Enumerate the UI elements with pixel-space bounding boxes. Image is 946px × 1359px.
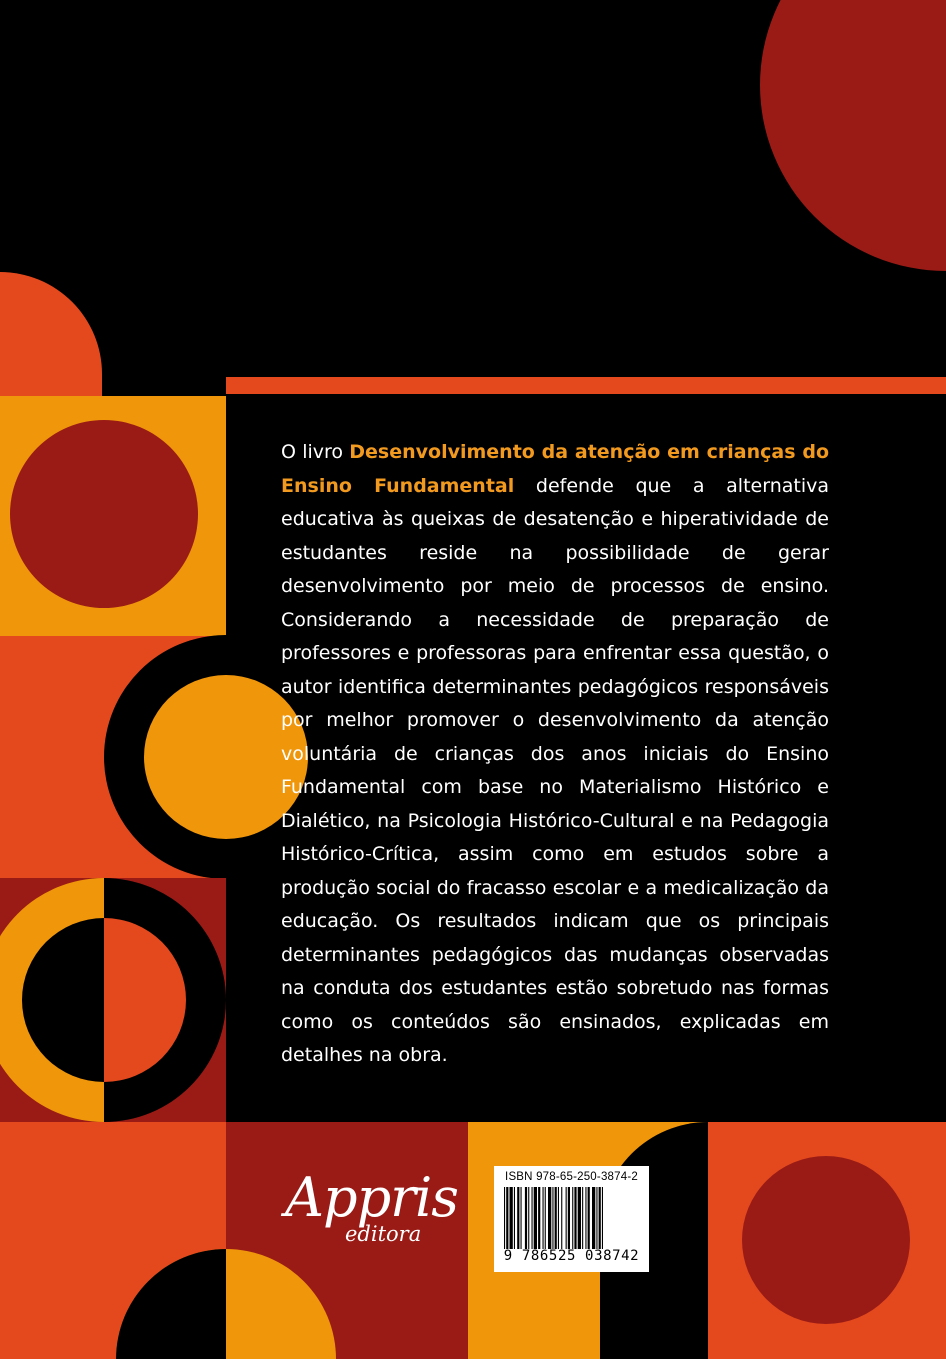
barcode-bar	[561, 1187, 562, 1249]
barcode-bar	[572, 1187, 573, 1249]
barcode-bar	[558, 1187, 559, 1249]
barcode-bar	[514, 1187, 515, 1249]
back-cover-blurb	[281, 436, 829, 1073]
barcode-bar	[596, 1187, 597, 1249]
top-right-circle	[760, 0, 946, 271]
barcode-bar	[517, 1187, 519, 1249]
barcode-bars	[504, 1187, 639, 1249]
barcode-bar	[602, 1187, 603, 1249]
barcode-bar	[588, 1187, 590, 1249]
book-title: Desenvolvimento da atenção em crianças do Ensino Fundamental	[281, 441, 830, 497]
barcode-bar	[585, 1187, 586, 1249]
barcode-digits: 9 786525 038742	[503, 1248, 640, 1264]
barcode-bar	[543, 1187, 544, 1249]
orange-stripe	[226, 377, 946, 394]
barcode-bar	[545, 1187, 546, 1249]
barcode-bar	[534, 1187, 537, 1249]
left-block-circle	[10, 420, 198, 608]
barcode-bar	[506, 1187, 508, 1249]
barcode-bar	[504, 1187, 505, 1249]
barcode-bar	[555, 1187, 557, 1249]
isbn-barcode	[494, 1166, 649, 1272]
barcode-bar	[582, 1187, 583, 1249]
barcode-bar	[548, 1187, 551, 1249]
barcode-bar	[521, 1187, 522, 1249]
barcode-bar	[574, 1187, 576, 1249]
barcode-bar	[578, 1187, 581, 1249]
publisher-logo	[285, 1168, 460, 1258]
isbn-label: ISBN 978-65-250-3874-2	[505, 1171, 638, 1183]
barcode-bar	[525, 1187, 527, 1249]
barcode-bar	[599, 1187, 601, 1249]
barcode-bar	[552, 1187, 553, 1249]
barcode-bar	[566, 1187, 567, 1249]
barcode-bar	[592, 1187, 595, 1249]
barcode-bar	[532, 1187, 533, 1249]
publisher-name: Appris	[285, 1166, 458, 1229]
barcode-bar	[528, 1187, 529, 1249]
left-half-circle	[0, 272, 102, 396]
blurb-intro: O livro	[281, 441, 350, 463]
publisher-sub: editora	[345, 1222, 422, 1246]
barcode-bar	[568, 1187, 570, 1249]
barcode-bar	[510, 1187, 513, 1249]
blurb-body: defende que a alternativa educativa às queixas de desatenção e hiperatividade de estudantes reside na possibilidade de gerar desenvolvimento por meio de processos de ensino. Considerando a necessidade de preparação de professores e professoras para enfrentar essa questão, o autor identifica determinantes pedagógicos responsáveis por melhor promover o desenvolvimento da atenção voluntária de crianças dos anos iniciais do Ensino Fundamental com base no Materialismo Histórico e Dialético, na Psicologia Histórico-Cultural e na Pedagogia Histórico-Crítica, assim como em estudos sobre a produção social do fracasso escolar e a medicalização da educação. Os resultados indicam que os principais determinantes pedagógicos das mudanças observadas na conduta dos estudantes estão sobretudo nas formas como os conteúdos são ensinados, explicadas em detalhes na obra.	[281, 474, 830, 1066]
barcode-bar	[538, 1187, 540, 1249]
bottom-block-4-circle	[742, 1156, 910, 1324]
